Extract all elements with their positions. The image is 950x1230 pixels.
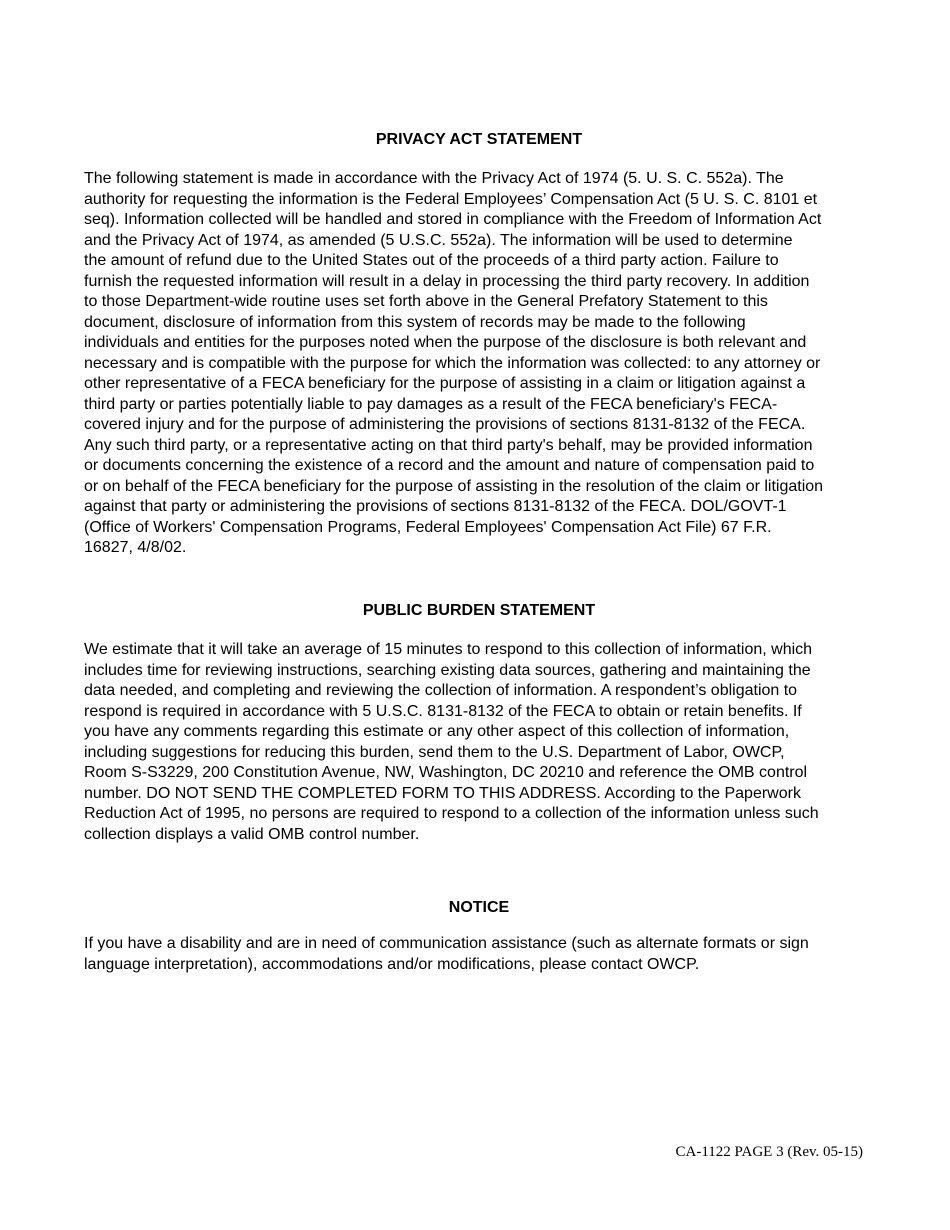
paragraph-line: The following statement is made in accordance with the Privacy Act of 1974 (5. U. S. C. 552a). The — [84, 170, 784, 187]
paragraph-line: 16827, 4/8/02. — [84, 539, 187, 556]
paragraph-line: Any such third party, or a representative acting on that third party's behalf, may be provided information — [84, 436, 813, 454]
paragraph-line: If you have a disability and are in need of communication assistance (such as alternate formats or sign — [84, 935, 809, 952]
privacy-act-paragraph — [84, 169, 884, 559]
paragraph-line: individuals and entities for the purposes noted when the purpose of the disclosure is both relevant and — [84, 334, 807, 351]
form-id-footer: CA-1122 PAGE 3 (Rev. 05-15) — [675, 1144, 863, 1160]
paragraph-line: the amount of refund due to the United States out of the proceeds of a third party action. Failure to — [84, 252, 779, 269]
paragraph-line: third party or parties potentially liable to pay damages as a result of the FECA beneficiary's FECA- — [84, 395, 778, 413]
paragraph-line: to those Department-wide routine uses set forth above in the General Prefatory Statement to this — [84, 293, 768, 310]
paragraph-line: you have any comments regarding this estimate or any other aspect of this collection of information, — [84, 723, 790, 740]
paragraph-line: including suggestions for reducing this burden, send them to the U.S. Department of Labor, OWCP, — [84, 743, 785, 761]
paragraph-line: We estimate that it will take an average of 15 minutes to respond to this collection of information, which — [84, 641, 813, 658]
paragraph-line: collection displays a valid OMB control number. — [84, 825, 420, 843]
paragraph-line: or on behalf of the FECA beneficiary for the purpose of assisting in the resolution of the claim or litigation — [84, 477, 824, 495]
paragraph-line: and the Privacy Act of 1974, as amended (5 U.S.C. 552a). The information will be used to determine — [84, 231, 793, 249]
paragraph-line: document, disclosure of information from this system of records may be made to the following — [84, 313, 746, 331]
public-burden-heading: PUBLIC BURDEN STATEMENT — [362, 602, 596, 619]
paragraph-line: Room S-S3229, 200 Constitution Avenue, NW, Washington, DC 20210 and reference the OMB control — [84, 764, 808, 781]
paragraph-line: covered injury and for the purpose of administering the provisions of sections 8131-8132 of the FECA. — [84, 416, 806, 433]
notice-paragraph — [84, 934, 884, 975]
paragraph-line: (Office of Workers' Compensation Programs, Federal Employees' Compensation Act File) 67 F.R. — [84, 518, 772, 536]
paragraph-line: authority for requesting the information is the Federal Employees’ Compensation Act (5 U. S. C. 8101 et — [84, 190, 818, 208]
paragraph-line: language interpretation), accommodations and/or modifications, please contact OWCP. — [84, 955, 700, 973]
paragraph-line: seq). Information collected will be handled and stored in compliance with the Freedom of Information Act — [84, 211, 822, 228]
paragraph-line: Reduction Act of 1995, no persons are required to respond to a collection of the information unless such — [84, 805, 819, 822]
paragraph-line: necessary and is compatible with the purpose for which the information was collected: to any attorney or — [84, 354, 821, 372]
paragraph-line: number. DO NOT SEND THE COMPLETED FORM TO THIS ADDRESS. According to the Paperwork — [84, 784, 801, 802]
paragraph-line: or documents concerning the existence of a record and the amount and nature of compensation paid to — [84, 457, 815, 474]
paragraph-line: includes time for reviewing instructions, searching existing data sources, gathering and maintaining the — [84, 661, 811, 679]
paragraph-line: other representative of a FECA beneficiary for the purpose of assisting in a claim or litigation against a — [84, 375, 806, 392]
paragraph-line: data needed, and completing and reviewing the collection of information. A respondent’s obligation to — [84, 682, 798, 699]
public-burden-paragraph — [84, 640, 884, 845]
paragraph-line: respond is required in accordance with 5 U.S.C. 8131-8132 of the FECA to obtain or retain benefits. If — [84, 702, 802, 720]
notice-heading: NOTICE — [448, 899, 510, 916]
privacy-act-heading: PRIVACY ACT STATEMENT — [375, 131, 583, 148]
paragraph-line: furnish the requested information will result in a delay in processing the third party recovery. In addition — [84, 272, 810, 290]
paragraph-line: against that party or administering the provisions of sections 8131-8132 of the FECA. DOL/GOVT-1 — [84, 498, 787, 515]
